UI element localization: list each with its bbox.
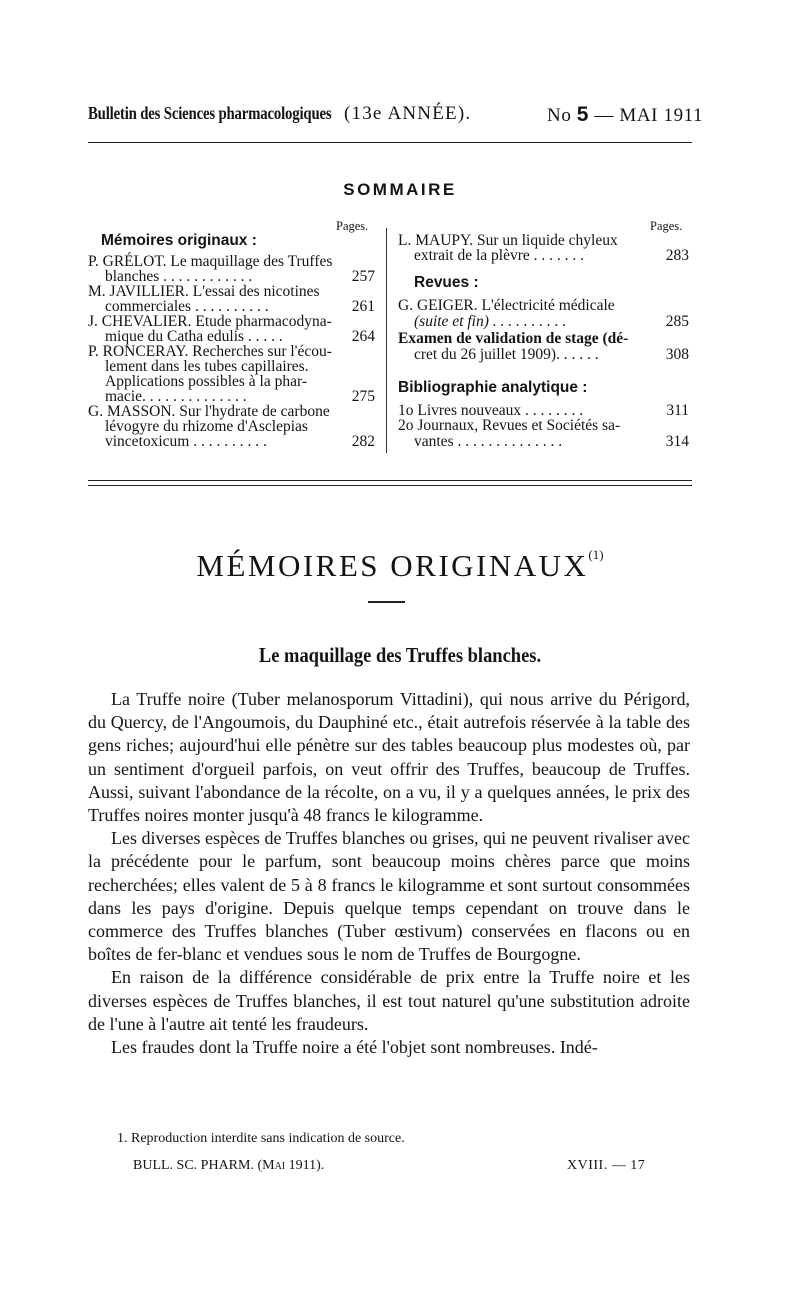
- toc-line: vantes . . . . . . . . . . . . . .: [414, 433, 563, 450]
- footnote-mark: (1): [588, 546, 604, 562]
- toc-line: mique du Catha edulis . . . . .: [105, 328, 283, 345]
- toc-line: 2o Journaux, Revues et Sociétés sa-: [398, 417, 621, 434]
- toc-section-memoires: Mémoires originaux :: [101, 232, 257, 249]
- toc-page: 282: [351, 433, 375, 450]
- article-body: [88, 688, 690, 1059]
- toc-line: P. RONCERAY. Recherches sur l'écou-: [88, 343, 332, 360]
- column-divider: [386, 228, 387, 453]
- toc-line: G. GEIGER. L'électricité médicale: [398, 297, 615, 314]
- toc-page: 261: [351, 298, 375, 315]
- journal-title: Bulletin des Sciences pharmacologiques: [88, 103, 332, 123]
- paragraph: En raison de la différence considérable de prix entre la Truffe noire et les diverses espèces de Truffes blanches, il est tout naturel qu'une substitution adroite de l'une à l'autre ait tenté les fraudeurs.: [88, 967, 690, 1034]
- toc-page: 275: [351, 388, 375, 405]
- section-title-text: MÉMOIRES ORIGINAUX: [196, 548, 589, 583]
- toc-line: extrait de la plèvre . . . . . . .: [414, 247, 585, 264]
- paragraph: La Truffe noire (Tuber melanosporum Vittadini), qui nous arrive du Périgord, du Quercy, de l'Angoumois, du Dauphiné etc., était autrefois réservée à la table des gens riches; aujourd'hui elle pénètre sur des tables beaucoup plus modestes où, par un sentiment d'orgueil parfois, on veut offrir des Truffes, beaucoup de Truffes. Aussi, suivant l'abondance de la récolte, on a vu, il y a quelques années, le prix des Truffes noires monter jusqu'à 48 francs le kilogramme.: [88, 689, 690, 826]
- article-title: Le maquillage des Truffes blanches.: [258, 643, 542, 667]
- section-title: [0, 548, 800, 584]
- footer-page-number: XVIII. — 17: [567, 1158, 646, 1173]
- toc-line: 1o Livres nouveaux . . . . . . . .: [398, 402, 584, 419]
- issue-info: [547, 103, 703, 127]
- toc-page: 311: [666, 402, 689, 419]
- toc-line: L. MAUPY. Sur un liquide chyleux: [398, 232, 618, 249]
- toc-line: Applications possibles à la phar-: [105, 373, 308, 390]
- toc-line: blanches . . . . . . . . . . . .: [105, 268, 253, 285]
- double-rule-top: [88, 480, 692, 481]
- footer-citation: BULL. SC. PHARM. (Mai 1911).: [133, 1158, 325, 1173]
- toc-line: J. CHEVALIER. Etude pharmacodyna-: [88, 313, 332, 330]
- issue-number: 5: [576, 103, 590, 126]
- footnote: 1. Reproduction interdite sans indication de source.: [117, 1131, 405, 1146]
- toc-line: P. GRÉLOT. Le maquillage des Truffes: [88, 253, 333, 270]
- toc-line: (suite et fin) . . . . . . . . . .: [414, 313, 567, 330]
- sommaire-heading: SOMMAIRE: [343, 180, 457, 199]
- toc-line: M. JAVILLIER. L'essai des nicotines: [88, 283, 320, 300]
- toc-page: 308: [665, 346, 689, 363]
- double-rule-bottom: [88, 485, 692, 486]
- paragraph: Les diverses espèces de Truffes blanches ou grises, qui ne peuvent rivaliser avec la précédente pour le parfum, sont beaucoup moins chères parce que moins recherchées; elles valent de 5 à 8 francs le kilogramme et sont surtout consommées dans les pays d'origine. Depuis quelque temps cependant on trouve dans le commerce des Truffes blanches (Tuber œstivum) conservées en flacons ou en boîtes de fer-blanc et vendues sous le nom de Truffes de Bourgogne.: [88, 828, 690, 965]
- paragraph: Les fraudes dont la Truffe noire a été l'objet sont nombreuses. Indé-: [111, 1037, 598, 1058]
- issue-prefix: No: [547, 105, 572, 126]
- toc-page: 264: [351, 328, 375, 345]
- pages-label-right: Pages.: [650, 219, 683, 233]
- toc-line: cret du 26 juillet 1909). . . . . .: [414, 346, 599, 363]
- toc-page: 283: [665, 247, 689, 264]
- toc-section-bibliographie: Bibliographie analytique :: [398, 379, 588, 396]
- journal-year: (13e ANNÉE).: [344, 103, 472, 124]
- toc-page: 257: [351, 268, 375, 285]
- issue-date: — MAI 1911: [594, 105, 704, 126]
- toc-section-revues: Revues :: [414, 274, 479, 291]
- toc-page: 314: [665, 433, 689, 450]
- toc-line: macie. . . . . . . . . . . . . .: [105, 388, 247, 405]
- toc-line: commerciales . . . . . . . . . .: [105, 298, 269, 315]
- toc-line: vincetoxicum . . . . . . . . . .: [105, 433, 267, 450]
- toc-line: G. MASSON. Sur l'hydrate de carbone: [88, 403, 330, 420]
- header-rule: [88, 142, 692, 143]
- title-ornament-rule: [368, 601, 405, 603]
- toc-page: 285: [665, 313, 689, 330]
- pages-label-left: Pages.: [336, 219, 369, 233]
- toc-line: lement dans les tubes capillaires.: [105, 358, 309, 375]
- toc-line: Examen de validation de stage (dé-: [398, 330, 629, 347]
- toc-line: lévogyre du rhizome d'Asclepias: [105, 418, 308, 435]
